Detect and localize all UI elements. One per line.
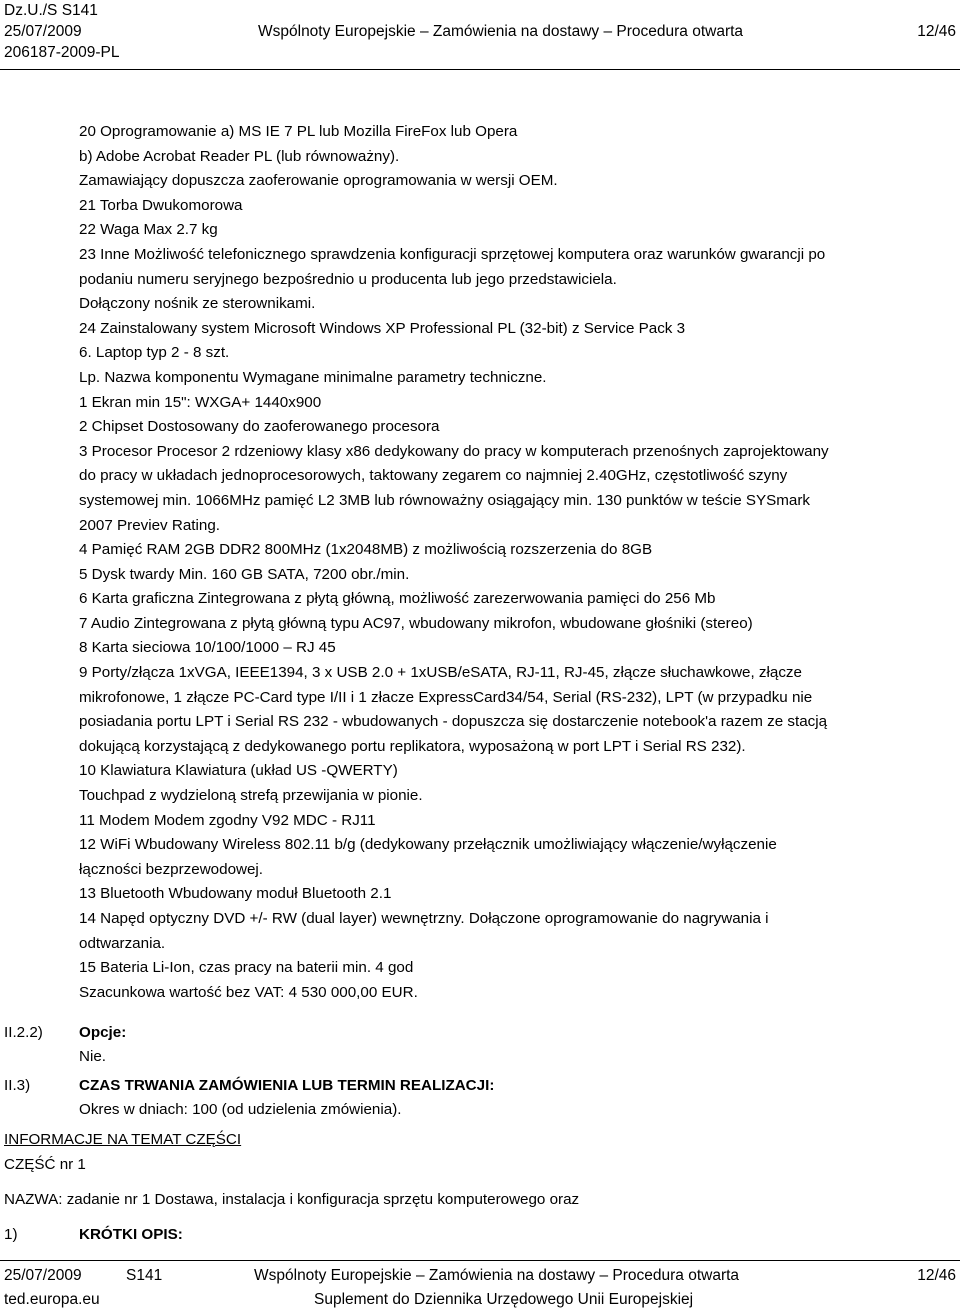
section-number-ii3: II.3) <box>4 1077 31 1094</box>
body-line: 23 Inne Możliwość telefonicznego sprawdzenia konfiguracji sprzętowej komputera oraz warunków gwarancji po <box>79 245 826 263</box>
body-line: 6. Laptop typ 2 - 8 szt. <box>79 344 230 362</box>
body-line: 12 WiFi Wbudowany Wireless 802.11 b/g (dedykowany przełącznik umożliwiający włączenie/wyłączenie <box>79 836 777 854</box>
body-line: 9 Porty/złącza 1xVGA, IEEE1394, 3 x USB 2.0 + 1xUSB/eSATA, RJ-11, RJ-45, złącze słuchawkowe, złącze <box>79 664 802 682</box>
body-line: 11 Modem Modem zgodny V92 MDC - RJ11 <box>79 811 376 829</box>
body-line: posiadania portu LPT i Serial RS 232 - wbudowanych - dopuszcza się dostarczenie notebook'a razem ze stacją <box>79 713 828 731</box>
section-title-duration: CZAS TRWANIA ZAMÓWIENIA LUB TERMIN REALIZACJI: <box>79 1077 495 1094</box>
body-line: Zamawiający dopuszcza zaoferowanie oprogramowania w wersji OEM. <box>79 172 558 190</box>
header-date: 25/07/2009 <box>4 23 82 40</box>
body-line: 1 Ekran min 15": WXGA+ 1440x900 <box>79 393 322 411</box>
page-footer <box>4 1264 956 1312</box>
page-header <box>4 0 956 63</box>
footer-date: 25/07/2009 <box>4 1267 82 1284</box>
footer-title: Wspólnoty Europejskie – Zamówienia na dostawy – Procedura otwarta <box>254 1267 740 1284</box>
body-line: 21 Torba Dwukomorowa <box>79 196 243 214</box>
section-text-duration: Okres w dniach: 100 (od udzielenia zmówienia). <box>79 1101 402 1118</box>
part-info-heading: INFORMACJE NA TEMAT CZĘŚCI <box>4 1131 242 1148</box>
part-name: NAZWA: zadanie nr 1 Dostawa, instalacja i konfiguracja sprzętu komputerowego oraz <box>4 1191 580 1208</box>
item-number: 1) <box>4 1226 18 1243</box>
body-line: 10 Klawiatura Klawiatura (układ US -QWERTY) <box>79 762 398 780</box>
body-line: Lp. Nazwa komponentu Wymagane minimalne parametry techniczne. <box>79 368 547 386</box>
section-text-options: Nie. <box>79 1048 107 1065</box>
part-number: CZĘŚĆ nr 1 <box>4 1156 86 1173</box>
body-line: b) Adobe Acrobat Reader PL (lub równoważny). <box>79 147 400 165</box>
body-line: mikrofonowe, 1 złącze PC-Card type I/II i 1 złacze ExpressCard34/54, Serial (RS-232), LPT (w przypadku nie <box>79 688 813 706</box>
body-line: Szacunkowa wartość bez VAT: 4 530 000,00 EUR. <box>79 983 418 1001</box>
body-line: 13 Bluetooth Wbudowany moduł Bluetooth 2.1 <box>79 885 392 903</box>
body-line: 24 Zainstalowany system Microsoft Windows XP Professional PL (32-bit) z Service Pack 3 <box>79 319 686 337</box>
footer-supplement: Suplement do Dziennika Urzędowego Unii Europejskiej <box>314 1291 694 1308</box>
body-line: do pracy w układach jednoprocesorowych, taktowany zegarem co najmniej 2.40GHz, częstotliwość szyny <box>79 467 788 485</box>
body-line: 20 Oprogramowanie a) MS IE 7 PL lub Mozilla FireFox lub Opera <box>79 123 518 140</box>
document-ref: 206187-2009-PL <box>4 44 120 61</box>
body-line: 6 Karta graficzna Zintegrowana z płytą główną, możliwość zarezerwowania pamięci do 256 Mb <box>79 590 716 608</box>
body-line: podaniu numeru seryjnego bezpośrednio u producenta lub jego przedstawiciela. <box>79 270 617 288</box>
header-page-number: 12/46 <box>917 23 956 40</box>
body-line: Touchpad z wydzieloną strefą przewijania w pionie. <box>79 787 423 805</box>
footer-series: S141 <box>126 1267 163 1284</box>
body-line: Dołączony nośnik ze sterownikami. <box>79 295 316 313</box>
body-line: odtwarzania. <box>79 934 166 952</box>
body-line: 2007 Previev Rating. <box>79 516 220 534</box>
footer-rule <box>0 1260 960 1261</box>
body-line: łączności bezprzewodowej. <box>79 860 264 878</box>
body-line: 5 Dysk twardy Min. 160 GB SATA, 7200 obr./min. <box>79 565 410 583</box>
item-title-short-description: KRÓTKI OPIS: <box>79 1226 183 1243</box>
body-line: 3 Procesor Procesor 2 rdzeniowy klasy x86 dedykowany do pracy w komputerach przenośnych zaprojektowany <box>79 442 829 460</box>
header-rule <box>0 69 960 70</box>
body-line: 8 Karta sieciowa 10/100/1000 – RJ 45 <box>79 639 336 657</box>
body-line: dokującą korzystającą z dedykowanego portu replikatora, wyposażoną w port LPT i Serial RS 232). <box>79 737 746 755</box>
body-text <box>79 120 954 1005</box>
footer-site-link[interactable]: ted.europa.eu <box>4 1291 100 1308</box>
section-number-ii22: II.2.2) <box>4 1024 43 1041</box>
body-line: 22 Waga Max 2.7 kg <box>79 221 218 239</box>
section-title-options: Opcje: <box>79 1024 127 1041</box>
body-line: 7 Audio Zintegrowana z płytą główną typu AC97, wbudowany mikrofon, wbudowane głośniki (stereo) <box>79 614 753 632</box>
header-title: Wspólnoty Europejskie – Zamówienia na dostawy – Procedura otwarta <box>258 23 744 40</box>
footer-page-number: 12/46 <box>917 1267 956 1284</box>
body-line: 15 Bateria Li-Ion, czas pracy na baterii min. 4 god <box>79 959 414 977</box>
body-line: 4 Pamięć RAM 2GB DDR2 800MHz (1x2048MB) z możliwością rozszerzenia do 8GB <box>79 541 653 559</box>
body-line: 2 Chipset Dostosowany do zaoferowanego procesora <box>79 418 440 436</box>
body-line: 14 Napęd optyczny DVD +/- RW (dual layer) wewnętrzny. Dołączone oprogramowanie do nagrywania i <box>79 910 769 927</box>
body-line: systemowej min. 1066MHz pamięć L2 3MB lub równoważny osiągający min. 130 punktów w teście SYSmark <box>79 491 811 509</box>
journal-ref: Dz.U./S S141 <box>4 2 98 19</box>
